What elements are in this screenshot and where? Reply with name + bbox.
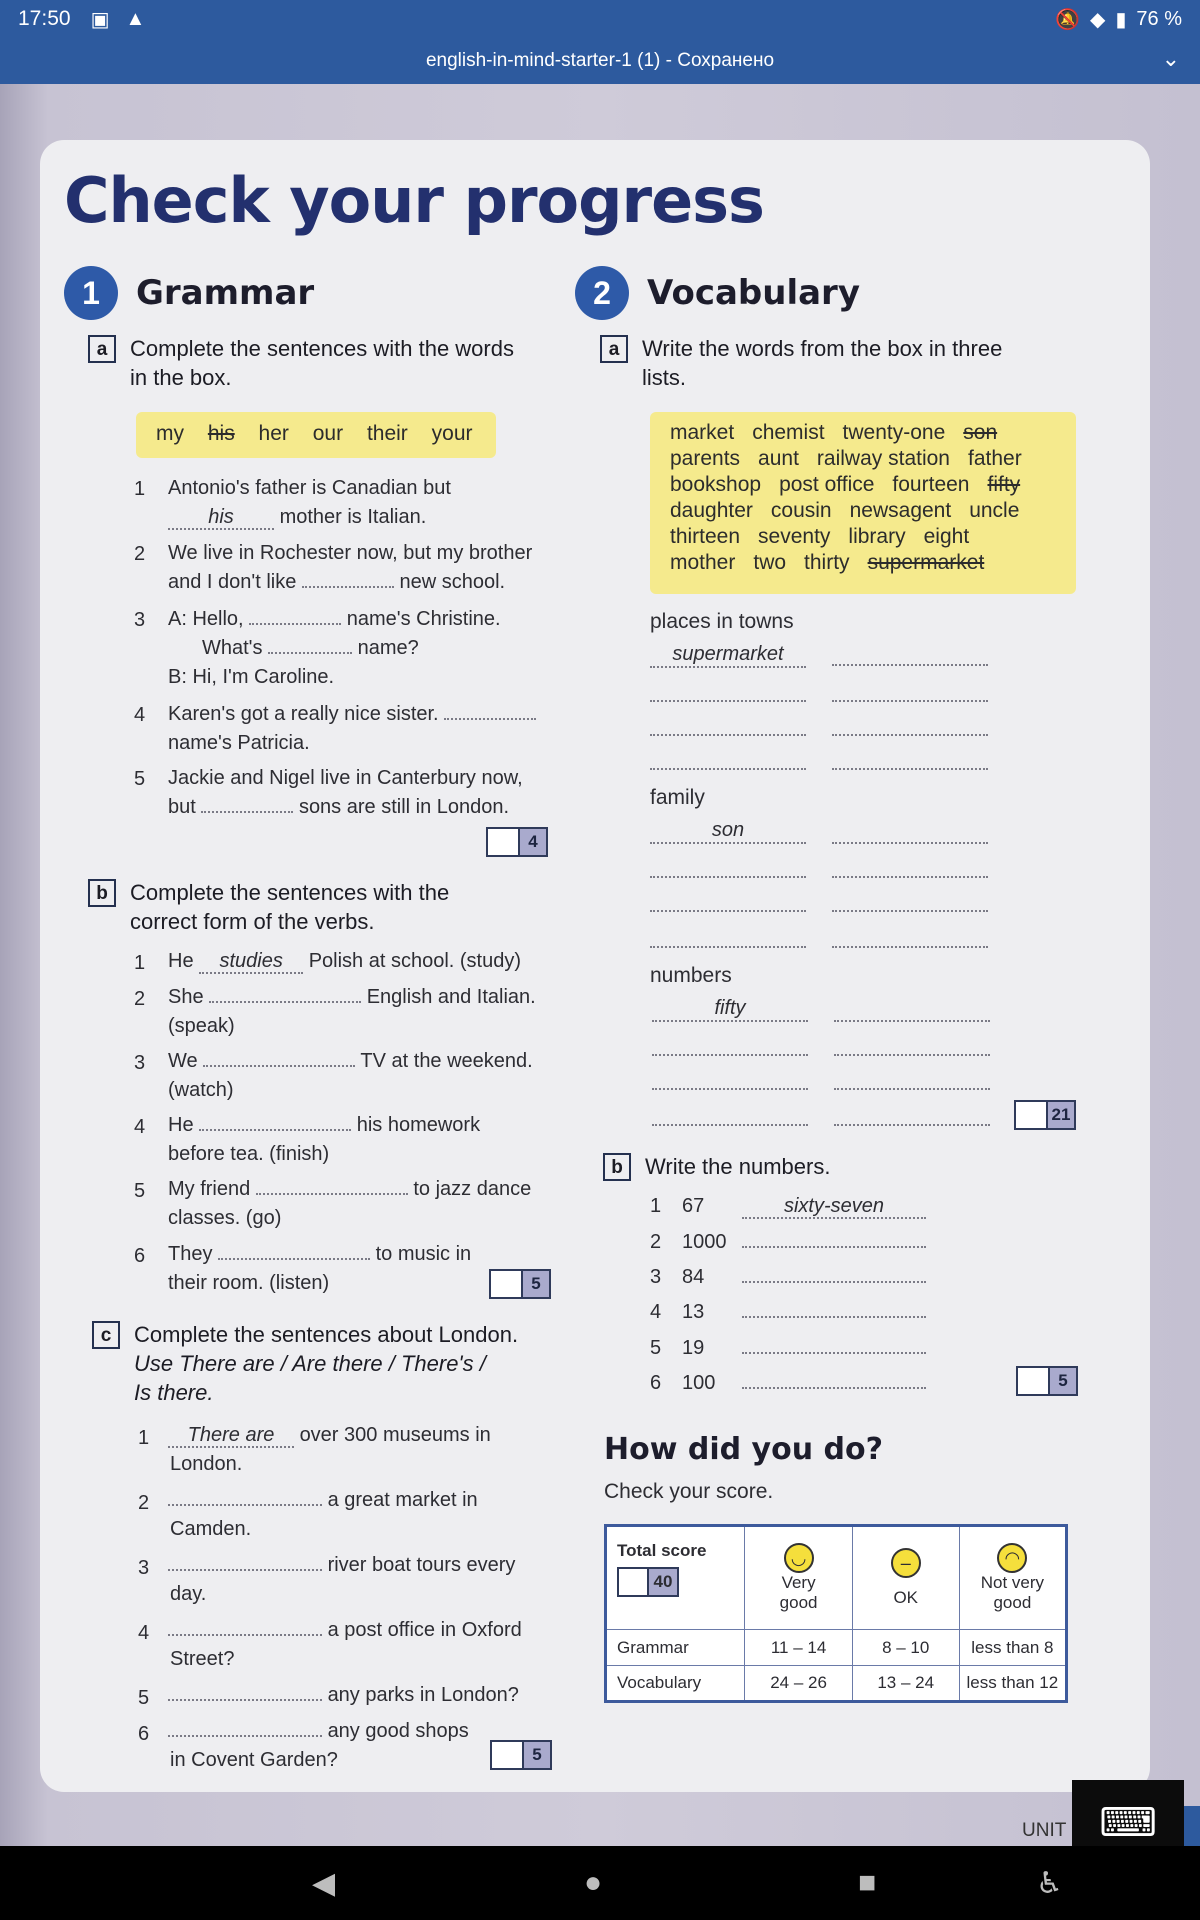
accessibility-icon[interactable]: ♿ bbox=[1036, 1866, 1063, 1900]
sentence: his mother is Italian. bbox=[168, 503, 426, 532]
answer-blank[interactable] bbox=[832, 886, 988, 912]
score-total: 40 bbox=[647, 1569, 677, 1595]
sentence: We live in Rochester now, but my brother bbox=[168, 542, 533, 564]
answer-blank[interactable] bbox=[302, 570, 394, 588]
table-row: Grammar 11 – 14 8 – 10 less than 8 bbox=[606, 1630, 1067, 1666]
answer-blank[interactable] bbox=[201, 795, 293, 813]
answer-filled: There are bbox=[168, 1424, 294, 1448]
sentence: any good shops bbox=[168, 1717, 469, 1746]
answer-blank[interactable] bbox=[832, 676, 988, 702]
answer-blank[interactable] bbox=[832, 852, 988, 878]
instruction: Complete the sentences with the bbox=[130, 880, 450, 905]
answer-blank[interactable] bbox=[650, 710, 806, 736]
box-word: his bbox=[207, 422, 235, 445]
item-number: 2 bbox=[138, 1492, 150, 1514]
score-total: 5 bbox=[1048, 1368, 1076, 1394]
answer-blank[interactable] bbox=[249, 607, 341, 625]
sentence: They to music in bbox=[168, 1243, 472, 1265]
instruction: in the box. bbox=[130, 365, 232, 390]
score-total: 21 bbox=[1046, 1102, 1074, 1128]
col-not-very-good: ◠ Not very good bbox=[959, 1526, 1066, 1630]
item-number: 1 bbox=[134, 478, 146, 500]
sentence: My friend to jazz dance bbox=[168, 1178, 532, 1200]
answer-blank[interactable] bbox=[218, 1242, 370, 1260]
sentence: their room. (listen) bbox=[168, 1272, 330, 1294]
score-box bbox=[1014, 1100, 1076, 1130]
answer-blank[interactable] bbox=[834, 1100, 990, 1126]
instruction: Use There are / Are there / There's / bbox=[134, 1351, 486, 1376]
sentence: He his homework bbox=[168, 1114, 481, 1136]
score-input[interactable] bbox=[491, 1271, 521, 1297]
box-word: our bbox=[312, 422, 344, 445]
item-number: 3 bbox=[134, 1052, 146, 1074]
answer-blank[interactable] bbox=[742, 1371, 926, 1389]
answer-blank[interactable] bbox=[650, 744, 806, 770]
sentence: London. bbox=[170, 1453, 243, 1475]
clock: 17:50 bbox=[18, 7, 71, 30]
number-item: 2 1000 bbox=[650, 1228, 926, 1257]
item-number: 4 bbox=[134, 1116, 146, 1138]
answer-blank[interactable] bbox=[834, 1030, 990, 1056]
col-very-good: ◡ Very good bbox=[745, 1526, 852, 1630]
image-icon: ▣ bbox=[90, 8, 110, 31]
list-label-numbers: numbers bbox=[650, 964, 732, 987]
box-row: daughter cousin newsagent uncle bbox=[670, 499, 1020, 522]
how-did-you-do-subtitle: Check your score. bbox=[604, 1480, 774, 1503]
answer-blank[interactable] bbox=[832, 710, 988, 736]
sentence: A: Hello, name's Christine. bbox=[168, 608, 501, 630]
grammar-task-a bbox=[88, 334, 548, 392]
task-letter: c bbox=[92, 1321, 120, 1349]
sentence: before tea. (finish) bbox=[168, 1143, 330, 1165]
item-number: 4 bbox=[134, 704, 146, 726]
wifi-icon: ◆ bbox=[1090, 8, 1106, 31]
box-word: your bbox=[431, 422, 473, 445]
instruction: Complete the sentences about London. bbox=[134, 1322, 519, 1347]
list-label-family: family bbox=[650, 786, 705, 809]
answer-filled: his bbox=[168, 506, 274, 530]
answer-blank[interactable] bbox=[742, 1230, 926, 1248]
box-row: parents aunt railway station father bbox=[670, 447, 1022, 470]
item-number: 5 bbox=[134, 1180, 146, 1202]
item-number: 5 bbox=[138, 1687, 150, 1709]
answer-blank[interactable] bbox=[203, 1049, 355, 1067]
answer-blank[interactable] bbox=[652, 1064, 808, 1090]
battery-level: 76 % bbox=[1136, 7, 1182, 30]
sentence: What's name? bbox=[202, 637, 419, 659]
item-number: 1 bbox=[134, 952, 146, 974]
item-number: 3 bbox=[134, 609, 146, 631]
sentence: in Covent Garden? bbox=[170, 1749, 338, 1771]
answer-blank[interactable] bbox=[168, 1683, 322, 1701]
table-row: Vocabulary 24 – 26 13 – 24 less than 12 bbox=[606, 1666, 1067, 1702]
item-number: 1 bbox=[138, 1427, 150, 1449]
answer-blank[interactable] bbox=[832, 640, 988, 666]
answer-blank[interactable] bbox=[199, 1113, 351, 1131]
answer-blank[interactable] bbox=[650, 886, 806, 912]
sentence: (watch) bbox=[168, 1079, 234, 1101]
smile-face-icon: ◡ bbox=[784, 1543, 814, 1573]
answer-blank[interactable] bbox=[168, 1618, 322, 1636]
col-ok: – OK bbox=[852, 1526, 959, 1630]
sentence: Camden. bbox=[170, 1518, 252, 1540]
sentence: any parks in London? bbox=[168, 1681, 519, 1710]
answer-blank[interactable] bbox=[168, 1719, 322, 1737]
grammar-task-b bbox=[88, 878, 548, 936]
section-title: Grammar bbox=[136, 273, 315, 313]
task-letter: b bbox=[88, 879, 116, 907]
instruction: lists. bbox=[642, 365, 686, 390]
answer-blank[interactable] bbox=[268, 636, 352, 654]
home-icon[interactable]: ● bbox=[584, 1866, 603, 1899]
score-input[interactable] bbox=[1018, 1368, 1048, 1394]
total-score-cell bbox=[606, 1526, 745, 1630]
answer-filled: studies bbox=[199, 950, 303, 974]
instruction: Write the numbers. bbox=[645, 1154, 831, 1179]
sentence: He studies Polish at school. (study) bbox=[168, 950, 522, 972]
sentence: (speak) bbox=[168, 1015, 235, 1037]
app-title-bar[interactable] bbox=[0, 38, 1200, 84]
instruction: correct form of the verbs. bbox=[130, 909, 375, 934]
score-input[interactable] bbox=[492, 1742, 522, 1768]
box-row: market chemist twenty-one son bbox=[670, 421, 998, 444]
task-letter: a bbox=[88, 335, 116, 363]
grammar-heading bbox=[64, 266, 314, 320]
score-box bbox=[489, 1269, 551, 1299]
answer-blank[interactable] bbox=[168, 1488, 322, 1506]
sentence: name's Patricia. bbox=[168, 732, 310, 754]
instruction: Complete the sentences with the words bbox=[130, 336, 514, 361]
answer-blank[interactable] bbox=[650, 852, 806, 878]
sentence: She English and Italian. bbox=[168, 986, 536, 1008]
chevron-down-icon[interactable]: ⌄ bbox=[1161, 46, 1180, 71]
sad-face-icon: ◠ bbox=[997, 1543, 1027, 1573]
vocabulary-heading bbox=[575, 266, 860, 320]
sentence: a post office in Oxford bbox=[168, 1616, 522, 1645]
answer-blank[interactable] bbox=[832, 744, 988, 770]
document-title: english-in-mind-starter-1 (1) - Сохранено bbox=[425, 50, 775, 71]
score-input[interactable] bbox=[488, 829, 518, 855]
score-input[interactable] bbox=[1016, 1102, 1046, 1128]
vocabulary-task-a bbox=[600, 334, 1100, 392]
answer-filled: fifty bbox=[652, 996, 808, 1022]
box-word: her bbox=[258, 422, 289, 445]
score-total: 5 bbox=[521, 1271, 549, 1297]
answer-blank[interactable] bbox=[742, 1265, 926, 1283]
list-label-places: places in towns bbox=[650, 610, 794, 633]
item-number: 2 bbox=[134, 988, 146, 1010]
answer-blank[interactable] bbox=[834, 1064, 990, 1090]
vocabulary-word-box bbox=[650, 412, 1076, 594]
section-number: 2 bbox=[575, 266, 629, 320]
answer-blank[interactable] bbox=[256, 1177, 408, 1195]
battery-icon: ▮ bbox=[1115, 8, 1127, 31]
keyboard-icon: ⌨ bbox=[1099, 1801, 1157, 1845]
sentence: There are over 300 museums in bbox=[168, 1421, 491, 1450]
sentence: Jackie and Nigel live in Canterbury now, bbox=[168, 767, 523, 789]
sentence: day. bbox=[170, 1583, 207, 1605]
grammar-task-c bbox=[92, 1320, 562, 1407]
answer-blank[interactable] bbox=[832, 922, 988, 948]
total-score-box bbox=[617, 1567, 679, 1597]
instruction: Is there. bbox=[134, 1380, 214, 1405]
sentence: We TV at the weekend. bbox=[168, 1050, 533, 1072]
score-box bbox=[1016, 1366, 1078, 1396]
box-row: bookshop post office fourteen fifty bbox=[670, 473, 1021, 496]
answer-blank[interactable] bbox=[742, 1336, 926, 1354]
page-title: Check your progress bbox=[64, 164, 764, 237]
mute-icon: 🔕 bbox=[1055, 8, 1080, 31]
number-item: 3 84 bbox=[650, 1263, 926, 1292]
answer-blank[interactable] bbox=[209, 985, 361, 1003]
answer-filled: son bbox=[650, 818, 806, 844]
number-item: 1 67 sixty-seven bbox=[650, 1192, 926, 1221]
item-number: 6 bbox=[138, 1723, 150, 1745]
task-letter: a bbox=[600, 335, 628, 363]
score-total: 5 bbox=[522, 1742, 550, 1768]
sentence: Karen's got a really nice sister. bbox=[168, 700, 536, 729]
answer-blank[interactable] bbox=[834, 996, 990, 1022]
grammar-word-box bbox=[136, 412, 496, 458]
page-edge bbox=[1184, 1806, 1200, 1846]
recents-icon[interactable]: ■ bbox=[858, 1866, 877, 1899]
sentence: a great market in bbox=[168, 1486, 478, 1515]
number-item: 6 100 bbox=[650, 1369, 926, 1398]
sentence: B: Hi, I'm Caroline. bbox=[168, 666, 335, 688]
section-title: Vocabulary bbox=[647, 273, 860, 313]
warning-icon: ▲ bbox=[125, 7, 146, 30]
answer-blank[interactable] bbox=[168, 1553, 322, 1571]
task-letter: b bbox=[603, 1153, 631, 1181]
answer-blank[interactable] bbox=[652, 1030, 808, 1056]
how-did-you-do-title: How did you do? bbox=[604, 1432, 884, 1467]
total-score-label: Total score bbox=[617, 1541, 707, 1560]
neutral-face-icon: – bbox=[891, 1548, 921, 1578]
score-total: 4 bbox=[518, 829, 546, 855]
answer-blank[interactable] bbox=[444, 702, 536, 720]
instruction: Write the words from the box in three bbox=[642, 336, 1003, 361]
number-item: 4 13 bbox=[650, 1298, 926, 1327]
item-number: 6 bbox=[134, 1245, 146, 1267]
score-box bbox=[490, 1740, 552, 1770]
section-number: 1 bbox=[64, 266, 118, 320]
navigation-bar bbox=[0, 1846, 1200, 1920]
box-row: mother two thirty supermarket bbox=[670, 551, 985, 574]
answer-blank[interactable] bbox=[832, 818, 988, 844]
answer-filled: sixty-seven bbox=[742, 1195, 926, 1219]
status-bar bbox=[0, 0, 1200, 38]
item-number: 5 bbox=[134, 768, 146, 790]
answer-blank[interactable] bbox=[742, 1300, 926, 1318]
answer-blank[interactable] bbox=[650, 922, 806, 948]
score-input[interactable] bbox=[619, 1569, 647, 1595]
back-icon[interactable]: ◀ bbox=[312, 1866, 336, 1900]
score-box bbox=[486, 827, 548, 857]
sentence: classes. (go) bbox=[168, 1207, 282, 1229]
unit-label: UNIT bbox=[1022, 1820, 1067, 1841]
answer-filled: supermarket bbox=[650, 642, 806, 668]
sentence: and I don't like new school. bbox=[168, 571, 506, 593]
sentence: river boat tours every bbox=[168, 1551, 515, 1580]
answer-blank[interactable] bbox=[650, 676, 806, 702]
item-number: 3 bbox=[138, 1557, 150, 1579]
sentence: Antonio's father is Canadian but bbox=[168, 477, 451, 499]
item-number: 2 bbox=[134, 543, 146, 565]
score-table bbox=[604, 1524, 1068, 1703]
item-number: 4 bbox=[138, 1622, 150, 1644]
answer-blank[interactable] bbox=[652, 1100, 808, 1126]
number-item: 5 19 bbox=[650, 1334, 926, 1363]
sentence: Street? bbox=[170, 1648, 235, 1670]
box-word: their bbox=[366, 422, 408, 445]
vocabulary-task-b bbox=[603, 1152, 1063, 1181]
box-word: my bbox=[156, 422, 184, 445]
box-row: thirteen seventy library eight bbox=[670, 525, 970, 548]
sentence: but sons are still in London. bbox=[168, 796, 510, 818]
